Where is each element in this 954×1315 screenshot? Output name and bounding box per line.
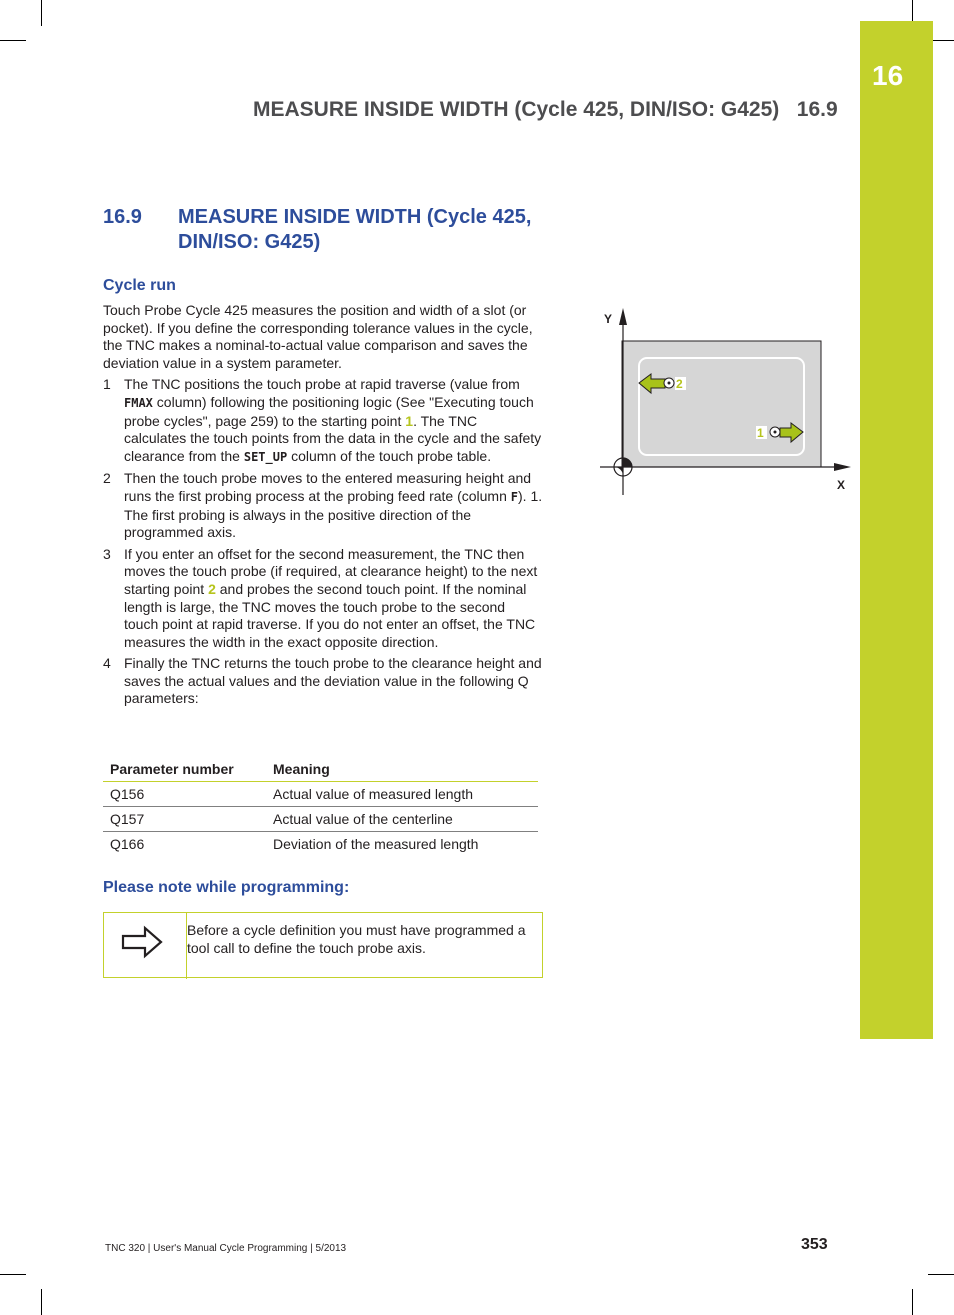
step-text: . The TNC calculates the touch points from the data in the cycle and the safety clearance from the bbox=[124, 412, 542, 464]
step-text: Then the touch probe moves to the entered measuring height and runs the first probing process at the probing feed rate (column bbox=[124, 470, 532, 504]
step-number: 4 bbox=[103, 655, 111, 672]
step-number: 2 bbox=[103, 470, 111, 487]
chapter-tab bbox=[860, 21, 933, 1039]
code-term: F bbox=[510, 489, 518, 504]
crop-mark bbox=[0, 40, 26, 41]
table-row bbox=[103, 782, 538, 807]
crop-mark bbox=[928, 1274, 954, 1275]
point-reference: 2 bbox=[208, 580, 216, 597]
point-2-label: 2 bbox=[676, 377, 683, 391]
intro-paragraph: Touch Probe Cycle 425 measures the position and width of a slot (or pocket). If you define the corresponding tolerance values in the cycle, the TNC makes a nominal-to-actual value comparison and saves the deviation value in a system parameter. bbox=[103, 302, 533, 371]
table-cell: Deviation of the measured length bbox=[273, 836, 479, 852]
chapter-number: 16 bbox=[872, 60, 904, 91]
step-number: 1 bbox=[103, 376, 111, 393]
table-cell: Q166 bbox=[110, 836, 145, 852]
step-text: column) following the positioning logic (See "Executing touch probe cycles", page 259) to the starting point bbox=[124, 393, 534, 429]
crop-mark bbox=[912, 1289, 913, 1315]
table-cell: Q156 bbox=[103, 782, 266, 807]
x-axis-arrow bbox=[834, 463, 851, 471]
note-text: Before a cycle definition you must have programmed a tool call to define the touch probe axis. bbox=[187, 922, 526, 956]
slot-outline bbox=[639, 358, 804, 455]
y-axis-label: Y bbox=[604, 312, 613, 326]
note-heading: Please note while programming: bbox=[103, 879, 350, 896]
crop-mark bbox=[0, 1274, 26, 1275]
step-text: and probes the second touch point. If the nominal length is large, the TNC moves the touch probe to the second touch point at rapid traverse. If you do not enter an offset, the TNC measures the width in the exact opposite direction. bbox=[124, 580, 536, 650]
list-item bbox=[103, 376, 543, 466]
code-term: FMAX bbox=[124, 395, 153, 410]
running-head: MEASURE INSIDE WIDTH (Cycle 425, DIN/ISO: G425) 16.9 bbox=[253, 98, 838, 121]
list-item bbox=[103, 470, 543, 541]
code-term: SET_UP bbox=[243, 449, 288, 464]
y-axis-arrow bbox=[619, 308, 627, 325]
list-item bbox=[103, 546, 543, 652]
touch-point-2-center bbox=[668, 382, 671, 385]
page-number: 353 bbox=[801, 1236, 828, 1253]
step-text: The TNC positions the touch probe at rapid traverse (value from bbox=[124, 376, 520, 393]
arrow-right-icon bbox=[121, 925, 163, 959]
section-title-text: MEASURE INSIDE WIDTH (Cycle 425, DIN/ISO: G425) bbox=[178, 206, 532, 253]
column-header: Meaning bbox=[266, 757, 538, 782]
step-text: Finally the TNC returns the touch probe to the clearance height and saves the actual values and the deviation value in the following Q parameters: bbox=[124, 655, 542, 707]
steps-list bbox=[103, 376, 543, 708]
column-header: Parameter number bbox=[103, 757, 266, 782]
table-cell: Actual value of the centerline bbox=[266, 807, 538, 832]
step-number: 3 bbox=[103, 545, 111, 562]
crop-mark bbox=[41, 1289, 42, 1315]
table-header-row bbox=[103, 757, 538, 782]
cycle-run-body bbox=[103, 302, 543, 708]
step-text: If you enter an offset for the second measurement, the TNC then moves the touch probe (if required, at clearance height) to the next starting point bbox=[124, 545, 538, 597]
step-text: column of the touch probe table. bbox=[287, 447, 492, 464]
table-cell: Actual value of measured length bbox=[266, 782, 538, 807]
touch-point-1-center bbox=[774, 431, 777, 434]
point-1-label: 1 bbox=[757, 426, 764, 440]
parameter-table bbox=[103, 757, 538, 856]
table-row bbox=[103, 832, 538, 857]
x-axis-label: X bbox=[837, 478, 846, 492]
cycle-run-heading: Cycle run bbox=[103, 277, 176, 294]
table-row bbox=[103, 807, 538, 832]
footer-text: TNC 320 | User's Manual Cycle Programming | 5/2013 bbox=[105, 1243, 347, 1254]
point-reference: 1 bbox=[405, 412, 414, 429]
table-cell: Q157 bbox=[103, 807, 266, 832]
step-text: ). 1. The first probing is always in the positive direction of the programmed axis. bbox=[124, 487, 543, 541]
list-item bbox=[103, 655, 543, 708]
crop-mark bbox=[41, 0, 42, 26]
section-number: 16.9 bbox=[103, 206, 142, 228]
probe-diagram bbox=[595, 305, 855, 495]
note-box bbox=[103, 912, 543, 978]
